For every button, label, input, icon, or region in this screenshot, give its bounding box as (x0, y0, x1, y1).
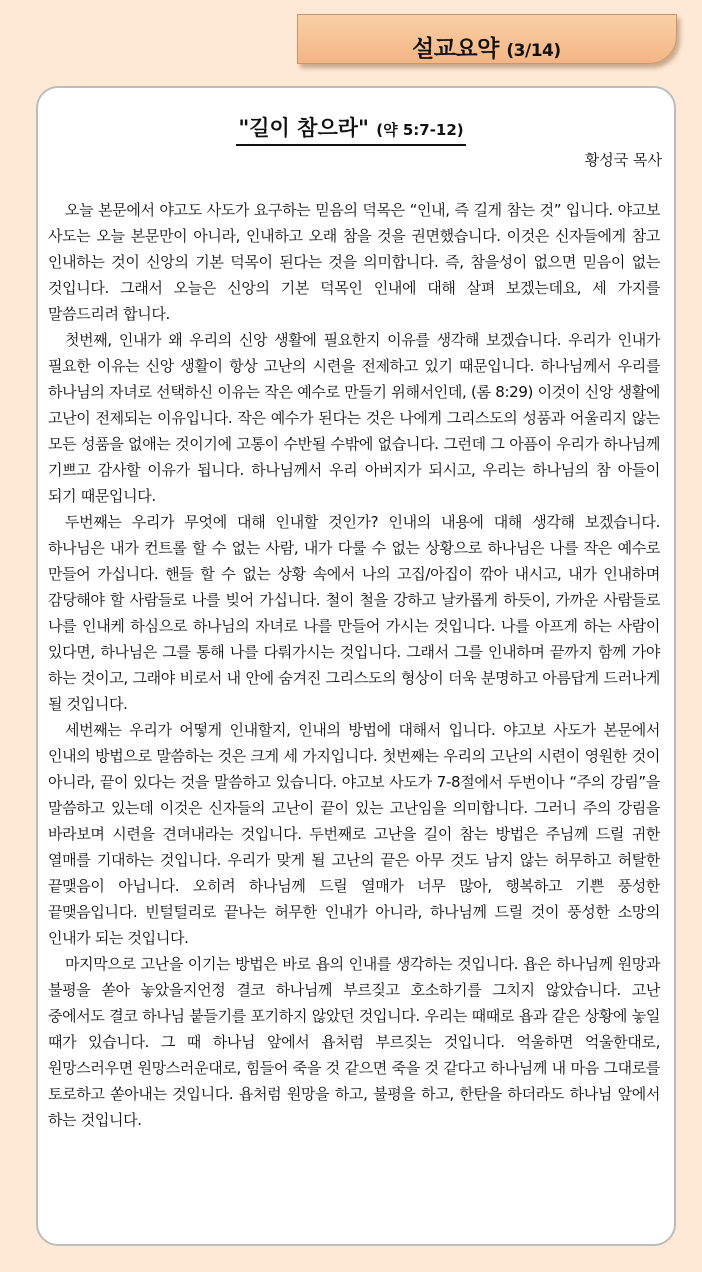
scripture-reference: (약 5:7-12) (376, 121, 464, 139)
sermon-title-text: "길이 참으라" (238, 116, 369, 140)
paragraph-second-point: 두번째는 우리가 무엇에 대해 인내할 것인가? 인내의 내용에 대해 생각해 보겠습니다. 하나님은 내가 컨트롤 할 수 없는 사람, 내가 다룰 수 없는 상황으로 하나님은 나를 작은 예수로 만들어 가십니다. 핸들 할 수 없는 상황 속에서 나의 고집/아집이 깎아 내시고, 내가 인내하며 감당해야 할 사람들로 나를 빚어 가십니다. 철이 철을 강하고 날카롭게 하듯이, 가까운 사람들로 나를 인내케 하심으로 하나님의 자녀로 나를 만들어 가시는 것입니다. 나를 아프게 하는 사람이 있다면, 하나님은 그를 통해 나를 다뤄가시는 것입니다. 그래서 그를 인내하며 끝까지 함께 가야 하는 것이고, 그래야 비로서 내 안에 숨겨진 그리스도의 형상이 더욱 분명하고 아름답게 드러나게 될 것입니다. (48, 513, 660, 713)
paragraph-conclusion: 마지막으로 고난을 이기는 방법은 바로 욥의 인내를 생각하는 것입니다. 욥은 하나님께 원망과 불평을 쏟아 놓았을지언정 결코 하나님께 부르짖고 호소하기를 그치지 않았습니다. 고난 중에서도 결코 하나님 붙들기를 포기하지 않았던 것입니다. 우리는 때때로 욥과 같은 상황에 놓일 때가 있습니다. 그 때 하나님 앞에서 욥처럼 부르짖는 것입니다. 억울하면 억울한대로, 원망스러우면 원망스러운대로, 힘들어 죽을 것 같으면 죽을 것 같다고 하나님께 내 마음 그대로를 토로하고 쏟아내는 것입니다. 욥처럼 원망을 하고, 불평을 하고, 한탄을 하더라도 하나님 앞에서 하는 것입니다. (48, 955, 660, 1129)
paragraph-third-point: 세번째는 우리가 어떻게 인내할지, 인내의 방법에 대해서 입니다. 야고보 사도가 본문에서 인내의 방법으로 말씀하는 것은 크게 세 가지입니다. 첫번째는 우리의 고난의 시련이 영원한 것이 아니라, 끝이 있다는 것을 말씀하고 있습니다. 야고보 사도가 7-8절에서 두번이나 “주의 강림”을 말씀하고 있는데 이것은 신자들의 고난이 끝이 있는 고난임을 의미합니다. 그러니 주의 강림을 바라보며 시련을 견뎌내라는 것입니다. 두번째로 고난을 길이 참는 방법은 주님께 드릴 귀한 열매를 기대하는 것입니다. 우리가 맞게 될 고난의 끝은 아무 것도 남지 않는 허무하고 허탈한 끝맺음이 아닙니다. 오히려 하나님께 드릴 열매가 너무 많아, 행복하고 기쁜 풍성한 끝맺음입니다. 빈털털리로 끝나는 허무한 인내가 아니라, 하나님께 드릴 것이 풍성한 소망의 인내가 되는 것입니다. (48, 721, 660, 947)
header-title (412, 30, 561, 63)
sermon-title (0, 112, 702, 146)
sermon-body (48, 197, 660, 1133)
header-date: (3/14) (506, 41, 561, 61)
header-title-text: 설교요약 (412, 36, 499, 62)
paragraph-intro: 오늘 본문에서 야고도 사도가 요구하는 믿음의 덕목은 “인내, 즉 길게 참는 것” 입니다. 야고보 사도는 오늘 본문만이 아니라, 인내하고 오래 참을 것을 권면했습니다. 이것은 신자들에게 참고 인내하는 것이 신앙의 기본 덕목이 된다는 것을 의미합니다. 즉, 참을성이 없으면 믿음이 없는 것입니다. 그래서 오늘은 신앙의 기본 덕목인 인내에 대해 살펴 보겠는데요, 세 가지를 말씀드리려 합니다. (48, 201, 660, 323)
paragraph-first-point: 첫번째, 인내가 왜 우리의 신앙 생활에 필요한지 이유를 생각해 보겠습니다. 우리가 인내가 필요한 이유는 신앙 생활이 항상 고난의 시련을 전제하고 있기 때문입니다. 하나님께서 우리를 하나님의 자녀로 선택하신 이유는 작은 예수로 만들기 위해서인데, (롬 8:29) 이것이 신앙 생활에 고난이 전제되는 이유입니다. 작은 예수가 된다는 것은 나에게 그리스도의 성품과 어울리지 않는 모든 성품을 없애는 것이기에 고통이 수반될 수밖에 없습니다. 그런데 그 아픔이 우리가 하나님께 기쁘고 감사할 이유가 됩니다. 하나님께서 우리 아버지가 되시고, 우리는 하나님의 참 아들이 되기 때문입니다. (48, 331, 660, 505)
pastor-name: 황성국 목사 (584, 151, 662, 169)
sermon-title-underline (236, 112, 465, 146)
